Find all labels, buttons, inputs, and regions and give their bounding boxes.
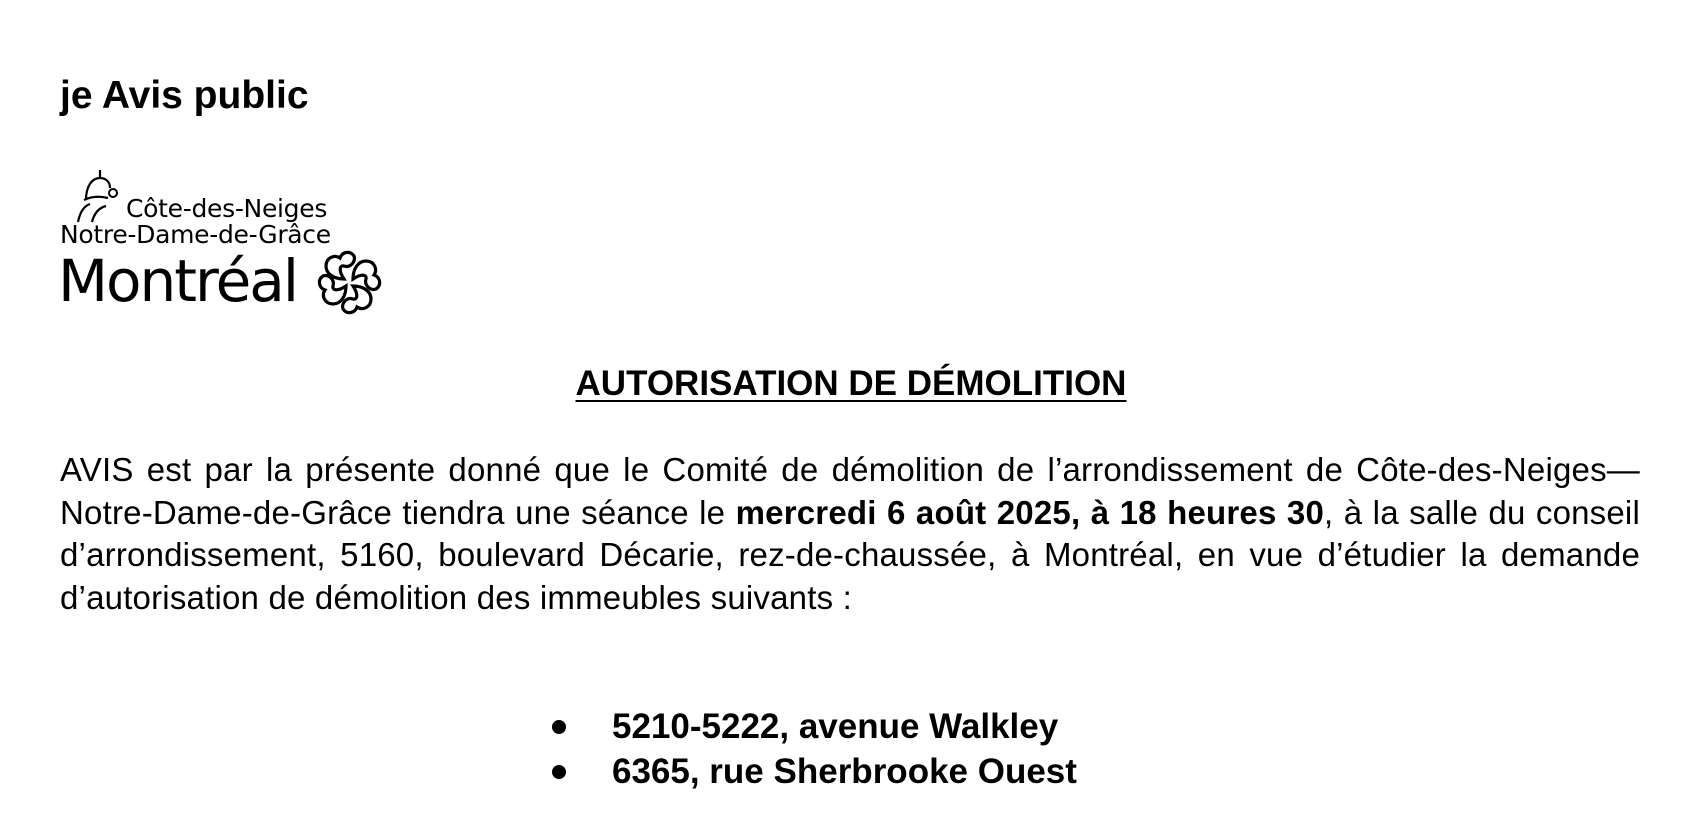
address-list (548, 704, 1077, 794)
borough-logo (60, 166, 400, 316)
address-text: 6365, rue Sherbrooke Ouest (612, 752, 1077, 791)
notice-heading-text: AUTORISATION DE DÉMOLITION (575, 364, 1127, 403)
notice-body-intro: AVIS est par la présente donné que le Comité de démolition de l’arrondissement de Côte-des-Neiges—Notre-Dame-de-Grâce tiendra une séance le (60, 451, 1640, 531)
notice-heading (0, 362, 1702, 406)
notice-body-details: , à la salle du conseil d’arrondissement, 5160, boulevard Décarie, rez-de-chaussée, à Montréal, en vue d’étudier la demande d’autorisation de démolition des immeubles suivants : (60, 493, 1640, 616)
logo-line-notre-dame-de-grace: Notre-Dame-de-Grâce (60, 220, 331, 249)
list-item (548, 704, 1077, 749)
logo-city-name: Montréal (58, 247, 297, 315)
bullet-icon (552, 765, 566, 779)
bell-icon (74, 166, 134, 224)
montreal-rosette-icon (314, 246, 386, 318)
address-text: 5210-5222, avenue Walkley (612, 707, 1059, 746)
bullet-icon (552, 720, 566, 734)
list-item (548, 749, 1077, 794)
page-title: je Avis public (60, 74, 309, 117)
notice-paragraph (60, 449, 1640, 619)
notice-meeting-date: mercredi 6 août 2025, à 18 heures 30 (735, 493, 1325, 531)
logo-line-cote-des-neiges: Côte-des-Neiges (126, 194, 328, 223)
